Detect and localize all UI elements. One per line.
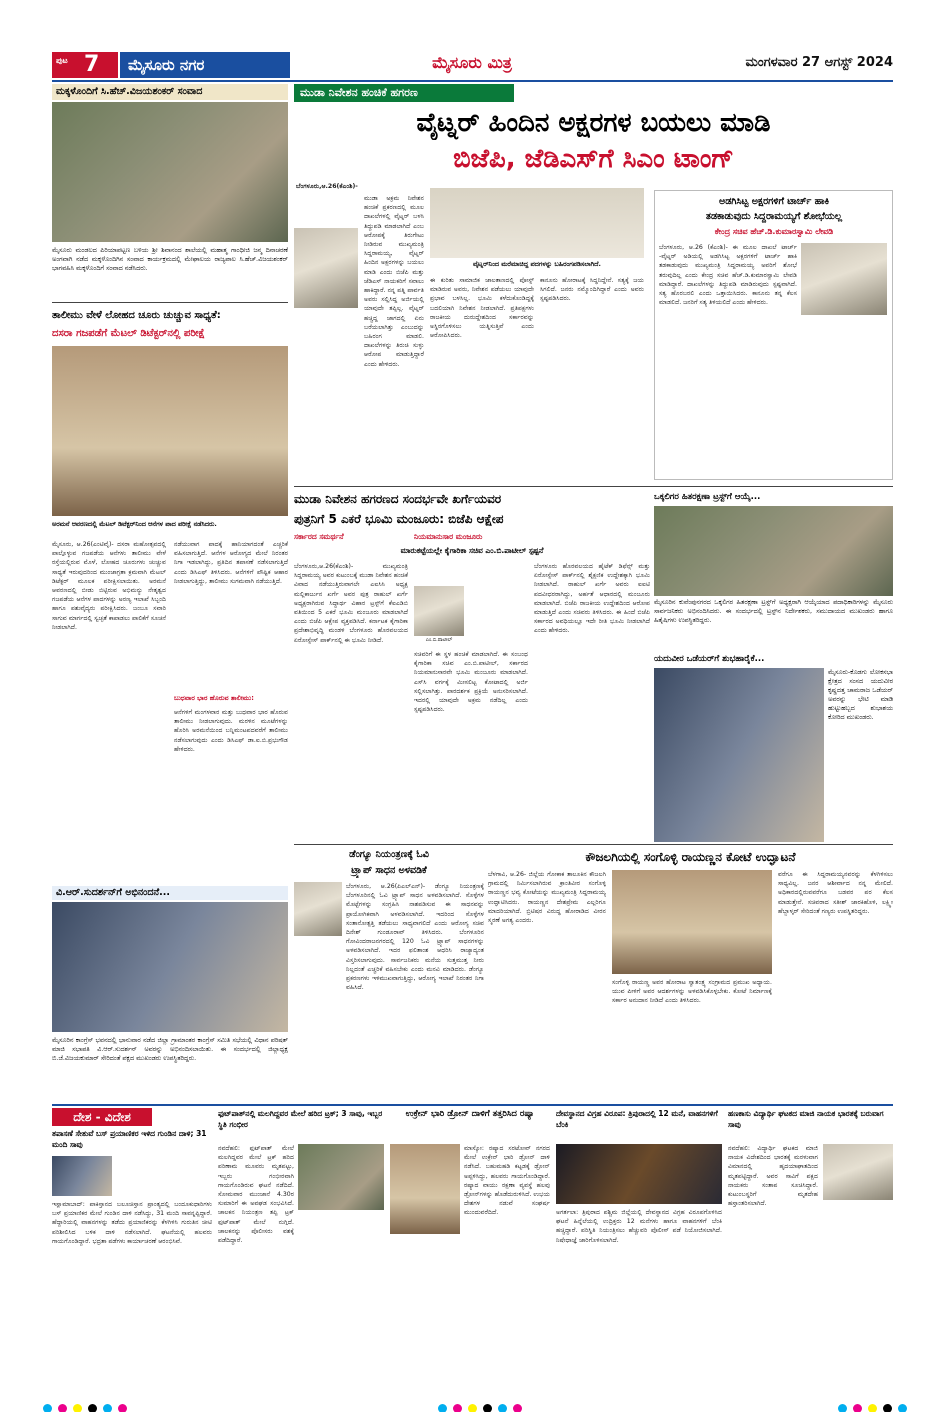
trust-story <box>654 490 893 650</box>
yaduveer-photo <box>654 668 824 842</box>
mark-dot <box>103 1404 112 1412</box>
kharge-sub-1: ಸರ್ಕಾರದ ಸಮರ್ಥನೆ <box>294 532 344 541</box>
lead-kicker: ಮುಡಾ ನಿವೇಶನ ಹಂಚಿಕೆ ಹಗರಣ <box>294 84 514 102</box>
rayanna-story <box>488 848 893 1102</box>
issue-date: ಮಂಗಳವಾರ 27 ಆಗಸ್ಟ್ 2024 <box>745 55 893 70</box>
lead-body-2: ಈ ಕುರಿತು ಸಾಮಾಜಿಕ ಜಾಲತಾಣದಲ್ಲಿ ಪೋಸ್ಟ್ ಮಾಡಿರುವ ಅವರು, ನಿವೇಶನ ಪಡೆಯಲು ಯಾವುದೇ ಪ್ರಭಾವ ಬಳಸಿಲ್ಲ. ಭೂಮಿ ಕಳೆದುಕೊಂಡಿದ್ದಕ್ಕೆ ಬದಲಿಯಾಗಿ ನಿವೇಶನ ನೀಡಲಾಗಿದೆ. ಪ್ರತಿಪಕ್ಷಗಳು ರಾಜಕೀಯ ದುರುದ್ದೇಶದಿಂದ ಸರ್ಕಾರವನ್ನು ಅಸ್ಥಿರಗೊಳಿಸಲು ಯತ್ನಿಸುತ್ತಿವೆ ಎಂದು ಆರೋಪಿಸಿದರು. <box>430 277 534 340</box>
desha-s4-photo <box>556 1144 722 1204</box>
lead-body-1: ಮುಡಾ ಅಕ್ರಮ ನಿವೇಶನ ಹಂಚಿಕೆ ಪ್ರಕರಣದಲ್ಲಿ ಮೂಲ ದಾಖಲೆಗಳಲ್ಲಿ ವೈಟ್ನರ್ ಬಳಸಿ ತಿದ್ದುಪಡಿ ಮಾಡಲಾಗಿದೆ ಎಂಬ ಆರೋಪಕ್ಕೆ ತಿರುಗೇಟು ನೀಡಿರುವ ಮುಖ್ಯಮಂತ್ರಿ ಸಿದ್ದರಾಮಯ್ಯ, ವೈಟ್ನರ್ ಹಿಂದಿನ ಅಕ್ಷರಗಳನ್ನು ಬಯಲು ಮಾಡಿ ಎಂದು ಬಿಜೆಪಿ ಮತ್ತು ಜೆಡಿಎಸ್ ನಾಯಕರಿಗೆ ಸವಾಲು ಹಾಕಿದ್ದಾರೆ. ನನ್ನ ಪತ್ನಿ ಪಾರ್ವತಿ ಅವರು ಸಲ್ಲಿಸಿದ್ದ ಅರ್ಜಿಯಲ್ಲಿ ಯಾವುದೇ ತಪ್ಪಿಲ್ಲ. ವೈಟ್ನರ್ ಹಚ್ಚಿದ್ದ ಜಾಗದಲ್ಲಿ ಏನು ಬರೆಯಲಾಗಿತ್ತು ಎಂಬುದನ್ನು ಬಹಿರಂಗ ಮಾಡಲಿ. ದಾಖಲೆಗಳನ್ನು ತಿರುಚಿ ಸುಳ್ಳು ಆರೋಪ ಮಾಡುತ್ತಿದ್ದಾರೆ ಎಂದು ಹೇಳಿದರು. <box>364 195 424 368</box>
trust-headline: ಒಕ್ಕಲಿಗರ ಹಿತರಕ್ಷಣಾ ಟ್ರಸ್ಟ್‌ಗೆ ಆಯ್ಕೆ... <box>654 492 761 502</box>
masthead: ಮೈಸೂರು ಮಿತ್ರ <box>432 53 512 72</box>
mark-dot <box>468 1404 477 1412</box>
desha-story-5 <box>728 1108 893 1366</box>
desha-s5-photo <box>823 1144 893 1200</box>
children-caption: ಮೈಸೂರು ಮಂಡಲದ ಪಿರಿಯಾಪಟ್ಟಣ ಬಳಿಯ ಶ್ರೀ ಶಿವಾನಂದ ಶಾಲೆಯಲ್ಲಿ ಮಹಾತ್ಮ ಗಾಂಧೀಜಿ ಜನ್ಮ ದಿನಾಚರಣೆ ಅಂಗವಾಗಿ ನಡೆದ ಮಕ್ಕಳೊಂದಿಗಿನ ಸಂವಾದ ಕಾರ್ಯಕ್ರಮದಲ್ಲಿ ಮೇಘಾಲಯ ರಾಜ್ಯಪಾಲ ಸಿ.ಹೆಚ್.ವಿಜಯಶಂಕರ್ ಭಾಗವಹಿಸಿ ಮಕ್ಕಳೊಂದಿಗೆ ಸಂವಾದ ನಡೆಸಿದರು. <box>52 246 288 272</box>
yaduveer-headline: ಯದುವೀರ ಒಡೆಯರ್‌ಗೆ ಶುಭಹಾರೈಕೆ... <box>654 654 765 664</box>
siddaramaiah-photo <box>294 228 358 308</box>
print-marks-right <box>760 1398 910 1412</box>
desha-s3-headline: ಉಕ್ರೇನ್ ಭಾರಿ ಡ್ರೋನ್ ದಾಳಿಗೆ ತತ್ತರಿಸಿದ ರಷ್ಯಾ <box>405 1109 535 1119</box>
children-photo <box>52 102 288 242</box>
mark-dot <box>513 1404 522 1412</box>
dengue-story <box>294 848 484 1102</box>
desha-s1-body: ಇಸ್ಲಾಮಾಬಾದ್: ಪಾಕಿಸ್ತಾನದ ಬಲೂಚಿಸ್ತಾನ ಪ್ರಾಂತ್ಯದಲ್ಲಿ ಬಂದೂಕುಧಾರಿಗಳು ಬಸ್ ಪ್ರಯಾಣಿಕರ ಮೇಲೆ ಗುಂಡಿನ ದಾಳಿ ನಡೆಸಿದ್ದು, 31 ಮಂದಿ ಸಾವನ್ನಪ್ಪಿದ್ದಾರೆ. ಹೆದ್ದಾರಿಯಲ್ಲಿ ವಾಹನಗಳನ್ನು ತಡೆದು ಪ್ರಯಾಣಿಕರನ್ನು ಕೆಳಗಿಳಿಸಿ ಗುರುತಿನ ಚೀಟಿ ಪರಿಶೀಲಿಸಿದ ಬಳಿಕ ದಾಳಿ ನಡೆಸಲಾಗಿದೆ. ಘಟನೆಯಲ್ಲಿ ಹಲವರು ಗಾಯಗೊಂಡಿದ್ದಾರೆ. ಭದ್ರತಾ ಪಡೆಗಳು ಕಾರ್ಯಾಚರಣೆ ಆರಂಭಿಸಿವೆ. <box>52 1201 212 1245</box>
metal-col-2b: ಆನೆಗಳಿಗೆ ಮಂಗಳವಾರ ಮತ್ತು ಬುಧವಾರ ಭಾರ ಹೊರುವ ತಾಲೀಮು ನೀಡಲಾಗುವುದು. ಮರಳಿನ ಮೂಟೆಗಳನ್ನು ಹೊರಿಸಿ ಅರಮನೆಯಿಂದ ಬನ್ನಿಮಂಟಪದವರೆಗೆ ತಾಲೀಮು ನಡೆಸಲಾಗುವುದು ಎಂದು ಡಿಸಿಎಫ್ ಡಾ.ಐ.ಬಿ.ಪ್ರಭುಗೌಡ ಹೇಳಿದರು. <box>174 709 288 753</box>
desha-s3-photo <box>390 1144 460 1234</box>
hdk-headline-2: ತಡಕಾಡುವುದು ಸಿದ್ದರಾಮಯ್ಯಗೆ ಶೋಭೆಯಲ್ಲ <box>705 211 843 222</box>
desha-story-4 <box>556 1108 722 1366</box>
page-header <box>52 50 893 80</box>
mark-dot <box>838 1404 847 1412</box>
patil-photo-label: ಎಂ.ಬಿ.ಪಾಟೀಲ್ <box>425 637 453 643</box>
print-marks-center <box>380 1398 580 1412</box>
desha-s2-body: ನವದೆಹಲಿ: ಫುಟ್‌ಪಾತ್ ಮೇಲೆ ಮಲಗಿದ್ದವರ ಮೇಲೆ ಟ್ರಕ್ ಹರಿದ ಪರಿಣಾಮ ಮೂವರು ಮೃತಪಟ್ಟು, ಇಬ್ಬರು ಗಂಭೀರವಾಗಿ ಗಾಯಗೊಂಡಿರುವ ಘಟನೆ ನಡೆದಿದೆ. ಸೋಮವಾರ ಮುಂಜಾನೆ 4.30ರ ಸುಮಾರಿಗೆ ಈ ಅವಘಡ ಸಂಭವಿಸಿದೆ. ಚಾಲಕನ ನಿಯಂತ್ರಣ ತಪ್ಪಿ ಟ್ರಕ್ ಫುಟ್‌ಪಾತ್ ಮೇಲೆ ನುಗ್ಗಿದೆ. ಚಾಲಕನನ್ನು ಪೊಲೀಸರು ವಶಕ್ಕೆ ಪಡೆದಿದ್ದಾರೆ. <box>218 1145 294 1245</box>
dengue-headline-1: ಡೆಂಗ್ಯೂ ನಿಯಂತ್ರಣಕ್ಕೆ ಓವಿ <box>349 849 429 860</box>
rayanna-col-1: ಬೆಳಗಾವಿ, ಆ.26- ಜಿಲ್ಲೆಯ ಗೋಕಾಕ ತಾಲೂಕಿನ ಕೌಜಲಗಿ ಗ್ರಾಮದಲ್ಲಿ ನಿರ್ಮಿಸಲಾಗಿರುವ ಕ್ರಾಂತಿವೀರ ಸಂಗೊಳ್ಳಿ ರಾಯಣ್ಣನ ಭವ್ಯ ಕೋಟೆಯನ್ನು ಮುಖ್ಯಮಂತ್ರಿ ಸಿದ್ದರಾಮಯ್ಯ ಉದ್ಘಾಟಿಸಿದರು. ರಾಯಣ್ಣನ ದೇಶಪ್ರೇಮ ಎಲ್ಲರಿಗೂ ಮಾದರಿಯಾಗಿದೆ. ಬ್ರಿಟಿಷರ ವಿರುದ್ಧ ಹೋರಾಡಿದ ವೀರನ ಸ್ಮರಣೆ ಅಗತ್ಯ ಎಂದರು. <box>488 871 606 925</box>
kharge-sub-3: ಮಾರುಕಟ್ಟೆಯಲ್ಲೇ ಕೈಗಾರಿಕಾ ಸಚಿವ ಎಂ.ಬಿ.ಪಾಟೀಲ್ ಸ್ಪಷ್ಟನೆ <box>400 546 544 555</box>
metal-detector-story <box>52 306 288 886</box>
kumaraswamy-photo <box>801 243 887 315</box>
yaduveer-caption: ಮೈಸೂರು-ಕೊಡಗು ಲೋಕಸಭಾ ಕ್ಷೇತ್ರದ ಸಂಸದ ಯದುವೀರ ಕೃಷ್ಣದತ್ತ ಚಾಮರಾಜ ಒಡೆಯರ್ ಅವರನ್ನು ಭೇಟಿ ಮಾಡಿ ಹುಟ್ಟುಹಬ್ಬದ ಶುಭಾಶಯ ಕೋರಿದ ಮುಖಂಡರು. <box>828 668 893 721</box>
mark-dot <box>853 1404 862 1412</box>
lead-dateline: ಬೆಂಗಳೂರು,ಆ.26(ಕೆಎಂಶಿ)- <box>296 183 358 190</box>
kharge-headline-2: ಪುತ್ರನಿಗೆ 5 ಎಕರೆ ಭೂಮಿ ಮಂಜೂರು: ಬಿಜೆಪಿ ಆಕ್ಷೇಪ <box>294 512 504 526</box>
hdk-byline: ಕೇಂದ್ರ ಸಚಿವ ಹೆಚ್.ಡಿ.ಕುಮಾರಸ್ವಾಮಿ ಲೇವಡಿ <box>714 227 834 236</box>
patil-photo <box>414 586 464 636</box>
mark-dot <box>483 1404 492 1412</box>
sudarshan-headline: ವಿ.ಆರ್.ಸುದರ್ಶನ್‌ಗೆ ಅಭಿನಂದನೆ... <box>52 886 288 900</box>
print-marks-left <box>40 1398 240 1412</box>
trust-photo <box>654 506 893 596</box>
mark-dot <box>58 1404 67 1412</box>
page-label: ಪುಟ <box>56 56 68 65</box>
mark-dot <box>898 1404 907 1412</box>
desha-s1-photo <box>52 1156 112 1196</box>
elephant-photo <box>52 346 288 516</box>
dengue-headline-2: ಟ್ರ್ಯಾಪ್ ಸಾಧನ ಅಳವಡಿಕೆ <box>351 865 427 876</box>
mark-dot <box>883 1404 892 1412</box>
kharge-col-3: ಬೆಂಗಳೂರು ಹೊರವಲಯದ ಹೈಟೆಕ್ ಡಿಫೆನ್ಸ್ ಮತ್ತು ಏರೋಸ್ಪೇಸ್ ಪಾರ್ಕ್‌ನಲ್ಲಿ ಶೈಕ್ಷಣಿಕ ಉದ್ದೇಶಕ್ಕಾಗಿ ಭೂಮಿ ನೀಡಲಾಗಿದೆ. ರಾಹುಲ್ ಖರ್ಗೆ ಅವರು ಐಐಟಿ ಪದವೀಧರರಾಗಿದ್ದು, ಅರ್ಹತೆ ಆಧಾರದಲ್ಲಿ ಮಂಜೂರು ಮಾಡಲಾಗಿದೆ. ಬಿಜೆಪಿ ರಾಜಕೀಯ ಉದ್ದೇಶದಿಂದ ಆರೋಪ ಮಾಡುತ್ತಿದೆ ಎಂದು ಸಚಿವರು ತಿಳಿಸಿದರು. ಈ ಹಿಂದೆ ಬಿಜೆಪಿ ಸರ್ಕಾರದ ಅವಧಿಯಲ್ಲೂ ಇದೇ ರೀತಿ ಭೂಮಿ ನೀಡಲಾಗಿದೆ ಎಂದು ಹೇಳಿದರು. <box>534 563 650 635</box>
metal-col-1: ಮೈಸೂರು, ಆ.26(ಎಂಟಿವೈ)- ದಸರಾ ಮಹೋತ್ಸವದಲ್ಲಿ ಪಾಲ್ಗೊಳ್ಳುವ ಗಜಪಡೆಯ ಆನೆಗಳು ತಾಲೀಮು ವೇಳೆ ರಸ್ತೆಯಲ್ಲಿರುವ ಮೊಳೆ, ಲೋಹದ ಚೂರುಗಳು ಚುಚ್ಚುವ ಸಾಧ್ಯತೆ ಇರುವುದರಿಂದ ಮುಂಜಾಗ್ರತಾ ಕ್ರಮವಾಗಿ ಮೆಟಲ್ ಡಿಟೆಕ್ಟರ್ ಮೂಲಕ ಪರೀಕ್ಷಿಸಲಾಯಿತು. ಅರಮನೆ ಆವರಣದಲ್ಲಿ ಬೀಡು ಬಿಟ್ಟಿರುವ ಅಭಿಮನ್ಯು ನೇತೃತ್ವದ ಗಜಪಡೆಯ ಆನೆಗಳ ಪಾದಗಳನ್ನು ಅರಣ್ಯ ಇಲಾಖೆ ಸಿಬ್ಬಂದಿ ಹಾಗೂ ಪಶುವೈದ್ಯರು ಪರೀಕ್ಷಿಸಿದರು. ಜಂಬೂ ಸವಾರಿ ಸಾಗುವ ಮಾರ್ಗದಲ್ಲಿ ಸ್ವಚ್ಛತೆ ಕಾಪಾಡಲು ಪಾಲಿಕೆಗೆ ಸೂಚನೆ ನೀಡಲಾಗಿದೆ. <box>52 541 166 631</box>
mark-dot <box>438 1404 447 1412</box>
rayanna-col-3: ವರೆಗೂ ಈ ಸಿದ್ದರಾಮಯ್ಯನವರನ್ನು ಕೆಳಗಿಳಿಸಲು ಸಾಧ್ಯವಿಲ್ಲ. ಜನರ ಆಶೀರ್ವಾದ ನನ್ನ ಮೇಲಿದೆ. ಅಧಿಕಾರದಲ್ಲಿರುವವರೆಗೂ ಬಡವರ ಪರ ಕೆಲಸ ಮಾಡುತ್ತೇನೆ. ಸಚಿವರಾದ ಸತೀಶ್ ಜಾರಕಿಹೊಳಿ, ಲಕ್ಷ್ಮೀ ಹೆಬ್ಬಾಳ್ಕರ್ ಸೇರಿದಂತೆ ಗಣ್ಯರು ಉಪಸ್ಥಿತರಿದ್ದರು. <box>778 871 893 915</box>
lead-headline-2: ಬಿಜೆಪಿ, ಜೆಡಿಎಸ್‌ಗೆ ಸಿಎಂ ಟಾಂಗ್ <box>453 144 734 174</box>
sudarshan-caption: ಮೈಸೂರಿನ ಕಾಂಗ್ರೆಸ್ ಭವನದಲ್ಲಿ ಭಾನುವಾರ ನಡೆದ ಜಿಲ್ಲಾ ಗ್ರಾಮಾಂತರ ಕಾಂಗ್ರೆಸ್ ಸಮಿತಿ ಸಭೆಯಲ್ಲಿ ವಿಧಾನ ಪರಿಷತ್ ಮಾಜಿ ಸಭಾಪತಿ ವಿ.ಆರ್.ಸುದರ್ಶನ್ ಅವರನ್ನು ಅಭಿನಂದಿಸಲಾಯಿತು. ಈ ಸಂದರ್ಭದಲ್ಲಿ ಜಿಲ್ಲಾಧ್ಯಕ್ಷ ಬಿ.ಜೆ.ವಿಜಯಕುಮಾರ್ ಸೇರಿದಂತೆ ಪಕ್ಷದ ಮುಖಂಡರು ಉಪಸ್ಥಿತರಿದ್ದರು. <box>52 1036 288 1062</box>
desha-story-2 <box>218 1108 384 1366</box>
fort-photo <box>612 870 772 974</box>
mark-dot <box>88 1404 97 1412</box>
metal-headline-1: ತಾಲೀಮು ವೇಳೆ ಲೋಹದ ಚೂರು ಚುಚ್ಚುವ ಸಾಧ್ಯತೆ: <box>52 310 221 321</box>
hdk-box <box>654 190 893 480</box>
desha-s5-body: ನವದೆಹಲಿ: ವಿದ್ಯಾರ್ಥಿ ಘಟಕದ ಮಾಜಿ ನಾಯಕ ವಿದೇಶದಿಂದ ಭಾರತಕ್ಕೆ ಮರಳುವಾಗ ವಿಮಾನದಲ್ಲಿ ಹೃದಯಾಘಾತದಿಂದ ಮೃತಪಟ್ಟಿದ್ದಾರೆ. ಅವರ ಸಾವಿಗೆ ಪಕ್ಷದ ನಾಯಕರು ಸಂತಾಪ ಸೂಚಿಸಿದ್ದಾರೆ. ಕುಟುಂಬಸ್ಥರಿಗೆ ಮೃತದೇಹ ಹಸ್ತಾಂತರಿಸಲಾಗಿದೆ. <box>728 1145 818 1208</box>
metal-headline-2: ದಸರಾ ಗಜಪಡೆಗೆ ಮೆಟಲ್ ಡಿಟೆಕ್ಟರ್‌ನಲ್ಲಿ ಪರೀಕ್ಷೆ <box>52 328 205 339</box>
kharge-sub-2: ನಿಯಮಾನುಸಾರ ಮಂಜೂರು <box>414 532 483 541</box>
document-caption: ವೈಟ್ನರ್‌ನಿಂದ ಮರೆಮಾಚಿದ್ದ ಪದಗಳನ್ನು ಬಹಿರಂಗಪಡಿಸಲಾಗಿದೆ. <box>473 260 601 268</box>
desha-s2-headline: ಫುಟ್‌ಪಾತ್‌ನಲ್ಲಿ ಮಲಗಿದ್ದವರ ಮೇಲೆ ಹರಿದ ಟ್ರಕ್; 3 ಸಾವು, ಇಬ್ಬರ ಸ್ಥಿತಿ ಗಂಭೀರ <box>218 1109 383 1129</box>
desha-s4-body: ಅಗರ್ತಲಾ: ತ್ರಿಪುರಾದ ಪಶ್ಚಿಮ ಜಿಲ್ಲೆಯಲ್ಲಿ ದೇವಸ್ಥಾನದ ವಿಗ್ರಹ ವಿರೂಪಗೊಳಿಸಿದ ಘಟನೆ ಹಿನ್ನೆಲೆಯಲ್ಲಿ ಉದ್ರಿಕ್ತರು 12 ಮನೆಗಳು ಹಾಗೂ ವಾಹನಗಳಿಗೆ ಬೆಂಕಿ ಹಚ್ಚಿದ್ದಾರೆ. ಪರಿಸ್ಥಿತಿ ನಿಯಂತ್ರಿಸಲು ಹೆಚ್ಚುವರಿ ಪೊಲೀಸ್ ಪಡೆ ನಿಯೋಜಿಸಲಾಗಿದೆ. ನಿಷೇಧಾಜ್ಞೆ ಜಾರಿಗೊಳಿಸಲಾಗಿದೆ. <box>556 1209 722 1244</box>
dengue-body: ಬೆಂಗಳೂರು, ಆ.26(ಪಿಎಲ್‌ಎನ್)- ಡೆಂಗ್ಯೂ ನಿಯಂತ್ರಣಕ್ಕೆ ಬೆಂಗಳೂರಿನಲ್ಲಿ ಓವಿ ಟ್ರ್ಯಾಪ್ ಸಾಧನ ಅಳವಡಿಸಲಾಗಿದೆ. ಸೊಳ್ಳೆಗಳ ಮೊಟ್ಟೆಗಳನ್ನು ಸಂಗ್ರಹಿಸಿ ನಾಶಪಡಿಸುವ ಈ ಸಾಧನವನ್ನು ಪ್ರಾಯೋಗಿಕವಾಗಿ ಅಳವಡಿಸಲಾಗಿದೆ. ಇದರಿಂದ ಸೊಳ್ಳೆಗಳ ಸಂತಾನೋತ್ಪತ್ತಿ ತಡೆಯಲು ಸಾಧ್ಯವಾಗಲಿದೆ ಎಂದು ಆರೋಗ್ಯ ಸಚಿವ ದಿನೇಶ್ ಗುಂಡೂರಾವ್ ತಿಳಿಸಿದರು. ಬೆಂಗಳೂರಿನ ಗೋವಿಂದರಾಜನಗರದಲ್ಲಿ 120 ಓವಿ ಟ್ರ್ಯಾಪ್ ಸಾಧನಗಳನ್ನು ಅಳವಡಿಸಲಾಗಿದೆ. ಇದರ ಫಲಿತಾಂಶ ಆಧರಿಸಿ ರಾಜ್ಯಾದ್ಯಂತ ವಿಸ್ತರಿಸಲಾಗುವುದು. ಸಾರ್ವಜನಿಕರು ಮನೆಯ ಸುತ್ತಮುತ್ತ ನೀರು ನಿಲ್ಲದಂತೆ ಎಚ್ಚರಿಕೆ ವಹಿಸಬೇಕು ಎಂದು ಮನವಿ ಮಾಡಿದರು. ಡೆಂಗ್ಯೂ ಪ್ರಕರಣಗಳು ಇಳಿಮುಖವಾಗುತ್ತಿದ್ದು, ಆರೋಗ್ಯ ಇಲಾಖೆ ನಿರಂತರ ನಿಗಾ ವಹಿಸಿದೆ. <box>346 883 484 992</box>
desha-s3-body: ಮಾಸ್ಕೋ: ರಷ್ಯಾದ ಸರಟೋವ್ ನಗರದ ಮೇಲೆ ಉಕ್ರೇನ್ ಭಾರಿ ಡ್ರೋನ್ ದಾಳಿ ನಡೆಸಿದೆ. ಬಹುಮಹಡಿ ಕಟ್ಟಡಕ್ಕೆ ಡ್ರೋನ್ ಅಪ್ಪಳಿಸಿದ್ದು, ಹಲವರು ಗಾಯಗೊಂಡಿದ್ದಾರೆ. ರಷ್ಯಾದ ವಾಯು ರಕ್ಷಣಾ ವ್ಯವಸ್ಥೆ ಹಲವು ಡ್ರೋನ್‌ಗಳನ್ನು ಹೊಡೆದುರುಳಿಸಿದೆ. ಉಭಯ ದೇಶಗಳ ನಡುವೆ ಸಂಘರ್ಷ ಮುಂದುವರೆದಿದೆ. <box>464 1145 550 1217</box>
sudarshan-story <box>52 886 288 1102</box>
metal-caption: ಅರಮನೆ ಆವರಣದಲ್ಲಿ ಮೆಟಲ್ ಡಿಟೆಕ್ಟರ್‌ನಿಂದ ಆನೆಗಳ ಪಾದ ಪರೀಕ್ಷೆ ನಡೆಸಿದರು. <box>52 520 217 528</box>
desha-story-1 <box>52 1128 212 1366</box>
desha-story-3 <box>390 1108 550 1366</box>
children-story <box>52 84 288 300</box>
mark-dot <box>498 1404 507 1412</box>
children-headline: ಮಕ್ಕಳೊಂದಿಗೆ ಸಿ.ಹೆಚ್.ವಿಜಯಶಂಕರ್ ಸಂವಾದ <box>52 84 288 100</box>
hdk-body: ಬೆಂಗಳೂರು, ಆ.26 (ಕೆಎಂಶಿ)- ಈ ಮೂಲ ದಾಖಲೆ ಟಾರ್ಚ್ -ವೈಟ್ನರ್ ಅಡಿಯಲ್ಲಿ ಅಡಗಿಸಿಟ್ಟ ಅಕ್ಷರಗಳಿಗೆ ಟಾರ್ಚ್ ಹಾಕಿ ತಡಕಾಡುವುದು ಮುಖ್ಯಮಂತ್ರಿ ಸಿದ್ದರಾಮಯ್ಯ ಅವರಿಗೆ ಶೋಭೆ ತರುವುದಿಲ್ಲ ಎಂದು ಕೇಂದ್ರ ಸಚಿವ ಹೆಚ್.ಡಿ.ಕುಮಾರಸ್ವಾಮಿ ಲೇವಡಿ ಮಾಡಿದ್ದಾರೆ. ದಾಖಲೆಗಳನ್ನು ತಿದ್ದುಪಡಿ ಮಾಡಿರುವುದು ಸ್ಪಷ್ಟವಾಗಿದೆ. ಸತ್ಯ ಹೊರಬರಲಿ ಎಂದು ಒತ್ತಾಯಿಸಿದರು. ಕಾನೂನು ತನ್ನ ಕೆಲಸ ಮಾಡಲಿದೆ. ಜನರಿಗೆ ಸತ್ಯ ತಿಳಿಯಲಿದೆ ಎಂದು ಹೇಳಿದರು. <box>659 244 797 307</box>
sudarshan-photo <box>52 902 288 1032</box>
metal-col-2: ನಡೆಯುವಾಗ ಪಾದಕ್ಕೆ ಹಾನಿಯಾಗದಂತೆ ಎಚ್ಚರಿಕೆ ವಹಿಸಲಾಗುತ್ತಿದೆ. ಆನೆಗಳ ಆರೋಗ್ಯದ ಮೇಲೆ ನಿರಂತರ ನಿಗಾ ಇಡಲಾಗಿದ್ದು, ಪ್ರತಿದಿನ ತಪಾಸಣೆ ನಡೆಸಲಾಗುತ್ತಿದೆ ಎಂದು ಡಿಸಿಎಫ್ ತಿಳಿಸಿದರು. ಆನೆಗಳಿಗೆ ಪೌಷ್ಟಿಕ ಆಹಾರ ನೀಡಲಾಗುತ್ತಿದ್ದು, ತಾಲೀಮು ಸುಗಮವಾಗಿ ನಡೆಯುತ್ತಿದೆ. <box>174 541 288 585</box>
dengue-photo <box>294 882 342 936</box>
yaduveer-story <box>654 652 893 842</box>
desha-s2-photo <box>298 1144 384 1210</box>
mark-dot <box>453 1404 462 1412</box>
header-rule <box>52 80 893 82</box>
kharge-story <box>294 490 650 842</box>
page-number: 7 <box>84 52 100 77</box>
trust-caption: ಮೈಸೂರಿನ ಕುವೆಂಪುನಗರದ ಒಕ್ಕಲಿಗರ ಹಿತರಕ್ಷಣಾ ಟ್ರಸ್ಟ್‌ಗೆ ಅಧ್ಯಕ್ಷರಾಗಿ ಆಯ್ಕೆಯಾದ ಪದಾಧಿಕಾರಿಗಳನ್ನು ಮೈಸೂರು ಸಾರ್ವಜನಿಕರು ಅಭಿನಂದಿಸಿದರು. ಈ ಸಂದರ್ಭದಲ್ಲಿ ಟ್ರಸ್ಟ್‌ನ ನಿರ್ದೇಶಕರು, ಸಮುದಾಯದ ಮುಖಂಡರು ಹಾಗೂ ಹಿತೈಷಿಗಳು ಉಪಸ್ಥಿತರಿದ್ದರು. <box>654 598 893 624</box>
desha-label: ದೇಶ - ವಿದೇಶ <box>52 1108 152 1126</box>
mark-dot <box>118 1404 127 1412</box>
section-title: ಮೈಸೂರು ನಗರ <box>120 52 290 78</box>
desha-s1-headline: ತಪಾಸಣೆ ಸೇತುವೆ ಬಸ್ ಪ್ರಯಾಣಿಕರ ಇಳಿದ ಗುಂಡಿನ ದಾಳಿ; 31 ಮಂದಿ ಸಾವು <box>52 1129 207 1149</box>
lead-body-3: ಕಾನೂನು ಹೋರಾಟಕ್ಕೆ ಸಿದ್ಧನಿದ್ದೇನೆ. ಸತ್ಯಕ್ಕೆ ಜಯ ಸಿಗಲಿದೆ. ಜನರು ನಮ್ಮೊಂದಿಗಿದ್ದಾರೆ ಎಂದು ಅವರು ಸ್ಪಷ್ಟಪಡಿಸಿದರು. <box>540 277 644 303</box>
mark-dot <box>73 1404 82 1412</box>
rayanna-col-2: ಸಂಗೊಳ್ಳಿ ರಾಯಣ್ಣ ಅವರ ಹೋರಾಟ ಸ್ವಾತಂತ್ರ್ಯ ಸಂಗ್ರಾಮದ ಪ್ರಮುಖ ಅಧ್ಯಾಯ. ಯುವ ಪೀಳಿಗೆ ಅವರ ಆದರ್ಶಗಳನ್ನು ಅಳವಡಿಸಿಕೊಳ್ಳಬೇಕು. ಕೋಟೆ ನಿರ್ಮಾಣಕ್ಕೆ ಸರ್ಕಾರ ಅನುದಾನ ನೀಡಿದೆ ಎಂದು ತಿಳಿಸಿದರು. <box>612 979 772 1005</box>
kharge-headline-1: ಮುಡಾ ನಿವೇಶನ ಹಗರಣದ ಸಂದರ್ಭವೇ ಖರ್ಗೆಯವರ <box>294 492 502 506</box>
desha-section <box>52 1104 893 1366</box>
lead-headline-1: ವೈಟ್ನರ್ ಹಿಂದಿನ ಅಕ್ಷರಗಳ ಬಯಲು ಮಾಡಿ <box>416 108 771 138</box>
metal-subhead: ಬುಧವಾರ ಭಾರ ಹೊರುವ ತಾಲೀಮು: <box>174 694 254 702</box>
kharge-col-2: ಸಚಿವರಿಗೆ ಈ ಸ್ಥಳ ಹಂಚಿಕೆ ಮಾಡಲಾಗಿದೆ. ಈ ಸಂಬಂಧ ಕೈಗಾರಿಕಾ ಸಚಿವ ಎಂ.ಬಿ.ಪಾಟೀಲ್, ಸರ್ಕಾರದ ನಿಯಮಾನುಸಾರವೇ ಭೂಮಿ ಮಂಜೂರು ಮಾಡಲಾಗಿದೆ. ಎಸ್‌ಸಿ ವರ್ಗಕ್ಕೆ ಮೀಸಲಿಟ್ಟ ಕೋಟಾದಲ್ಲಿ ಅರ್ಜಿ ಸಲ್ಲಿಸಲಾಗಿತ್ತು. ಪಾರದರ್ಶಕ ಪ್ರಕ್ರಿಯೆ ಅನುಸರಿಸಲಾಗಿದೆ. ಇದರಲ್ಲಿ ಯಾವುದೇ ಅಕ್ರಮ ನಡೆದಿಲ್ಲ ಎಂದು ಸ್ಪಷ್ಟಪಡಿಸಿದರು. <box>414 651 528 714</box>
rayanna-headline: ಕೌಜಲಗಿಯಲ್ಲಿ ಸಂಗೊಳ್ಳಿ ರಾಯಣ್ಣನ ಕೋಟೆ ಉದ್ಘಾಟನೆ <box>585 850 796 864</box>
hdk-headline-1: ಅಡಗಿಸಿಟ್ಟ ಅಕ್ಷರಗಳಿಗೆ ಟಾರ್ಚ್ ಹಾಕಿ <box>718 196 830 207</box>
desha-s4-headline: ದೇವಸ್ಥಾನದ ವಿಗ್ರಹ ವಿರೂಪ: ತ್ರಿಪುರಾದಲ್ಲಿ 12 ಮನೆ, ವಾಹನಗಳಿಗೆ ಬೆಂಕಿ <box>556 1109 718 1129</box>
document-photo <box>430 188 644 258</box>
mark-dot <box>43 1404 52 1412</box>
kharge-col-1: ಬೆಂಗಳೂರು,ಆ.26(ಕೆಎಂಶಿ)- ಮುಖ್ಯಮಂತ್ರಿ ಸಿದ್ದರಾಮಯ್ಯ ಅವರ ಕುಟುಂಬಕ್ಕೆ ಮುಡಾ ನಿವೇಶನ ಹಂಚಿಕೆ ವಿವಾದ ನಡೆಯುತ್ತಿರುವಾಗಲೇ ಎಐಸಿಸಿ ಅಧ್ಯಕ್ಷ ಮಲ್ಲಿಕಾರ್ಜುನ ಖರ್ಗೆ ಅವರ ಪುತ್ರ ರಾಹುಲ್ ಖರ್ಗೆ ಅಧ್ಯಕ್ಷರಾಗಿರುವ ಸಿದ್ಧಾರ್ಥ ವಿಹಾರ ಟ್ರಸ್ಟ್‌ಗೆ ಕೆಐಎಡಿಬಿ ವತಿಯಿಂದ 5 ಎಕರೆ ಭೂಮಿ ಮಂಜೂರು ಮಾಡಲಾಗಿದೆ ಎಂದು ಬಿಜೆಪಿ ಆಕ್ಷೇಪ ವ್ಯಕ್ತಪಡಿಸಿದೆ. ಕರ್ನಾಟಕ ಕೈಗಾರಿಕಾ ಪ್ರದೇಶಾಭಿವೃದ್ಧಿ ಮಂಡಳಿ ಬೆಂಗಳೂರು ಹೊರವಲಯದ ಏರೋಸ್ಪೇಸ್ ಪಾರ್ಕ್‌ನಲ್ಲಿ ಈ ಭೂಮಿ ನೀಡಿದೆ. <box>294 563 408 644</box>
mark-dot <box>868 1404 877 1412</box>
desha-s5-headline: ಹಣಕಾಸು ವಿದ್ಯಾರ್ಥಿ ಘಟಕದ ಮಾಜಿ ನಾಯಕ ಭಾರತಕ್ಕೆ ಬರುವಾಗ ಸಾವು <box>728 1109 884 1129</box>
page-number-badge <box>52 52 118 78</box>
